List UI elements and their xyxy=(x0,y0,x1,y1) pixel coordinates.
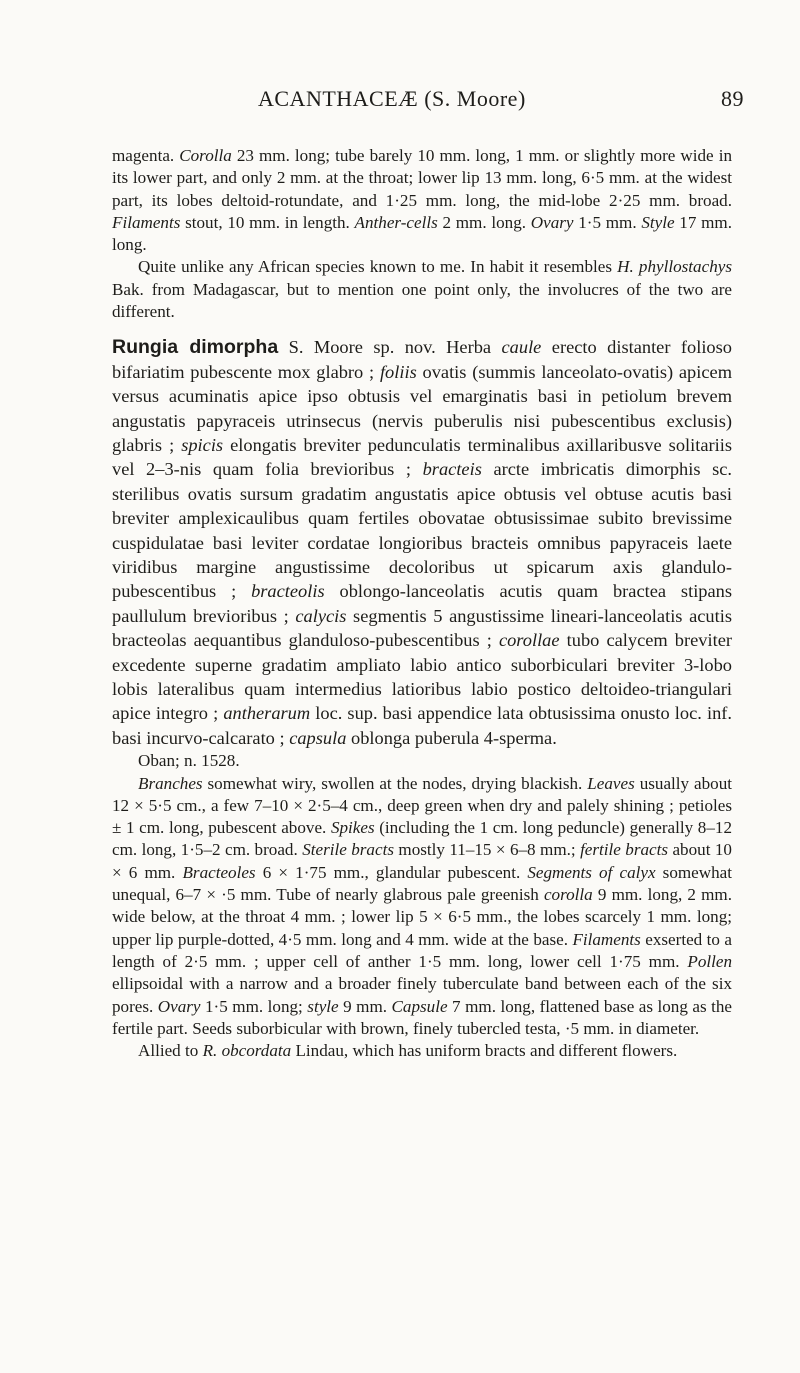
page-number: 89 xyxy=(721,86,744,111)
paragraph-affinity-note: Quite unlike any African species known to me. In habit it resembles H. phyllostachys Bak. from Madagascar, but to mention one point only, the involucres of the two are different. xyxy=(112,257,732,322)
page-header xyxy=(0,86,800,116)
locality-line: Oban; n. 1528. xyxy=(138,751,240,771)
running-head: ACANTHACEÆ (S. Moore) xyxy=(258,86,526,111)
species-entry: Rungia dimorpha S. Moore sp. nov. Herba caule erecto distanter folioso bifariatim pubescente mox glabro ; foliis ovatis (summis lanceolato-ovatis) apicem versus acuminatis apice ipso obtusis vel emarginatis basi in petiolum brevem angustatis papyraceis utrinsecus (nervis puberulis nisi pubescentibus exclusis) glabris ; spicis elongatis breviter pedunculatis terminalibus axillaribusve solitariis vel 2–3-nis quam folia brevioribus ; bracteis arcte imbricatis dimorphis sc. sterilibus ovatis sursum gradatim angustatis apice obtusis vel obtuse acutis basi breviter amplexicaulibus quam fertiles obovatae obtusissimae subito brevissime cuspidulatae basi leviter cordatae longioribus bracteis omnibus papyraceis laete viridibus margine angustissime decoloribus ut spicarum axis glandulo-pubescentibus ; bracteolis oblongo-lanceolatis acutis quam bractea stipans paullulum brevioribus ; calycis segmentis 5 angustissime lineari-lanceolatis acutis bracteolas aequantibus glanduloso-pubescentibus ; corollae tubo calycem breviter excedente superne gradatim ampliato labio antico suborbiculari breviter 3-lobo lobis lateralibus quam intermedius latioribus labio postico deltoideo-triangulari apice integro ; antherarum loc. sup. basi appendice lata obtusissima onusto loc. inf. basi incurvo-calcarato ; capsula oblonga puberula 4-sperma. xyxy=(112,336,733,748)
paragraph-corolla-description: magenta. Corolla 23 mm. long; tube barely 10 mm. long, 1 mm. or slightly more wide in its lower part, and only 2 mm. at the throat; lower lip 13 mm. long, 6·5 mm. at the widest part, its lobes deltoid-rotundate, and 1·25 mm. long, the mid-lobe 2·25 mm. broad. Filaments stout, 10 mm. in length. Anther-cells 2 mm. long. Ovary 1·5 mm. Style 17 mm. long. xyxy=(112,146,733,255)
paragraph-english-description: Branches somewhat wiry, swollen at the nodes, drying blackish. Leaves usually about 12 × 5·5 cm., a few 7–10 × 2·5–4 cm., deep green when dry and palely shining ; petioles ± 1 cm. long, pubescent above. Spikes (including the 1 cm. long peduncle) generally 8–12 cm. long, 1·5–2 cm. broad. Sterile bracts mostly 11–15 × 6–8 mm.; fertile bracts about 10 × 6 mm. Bracteoles 6 × 1·75 mm., glandular pubescent. Segments of calyx somewhat unequal, 6–7 × ·5 mm. Tube of nearly glabrous pale greenish corolla 9 mm. long, 2 mm. wide below, at the throat 4 mm. ; lower lip 5 × 6·5 mm., the lobes scarcely 1 mm. long; upper lip purple-dotted, 4·5 mm. long and 4 mm. wide at the base. Filaments exserted to a length of 2·5 mm. ; upper cell of anther 1·5 mm. long, lower cell 1·75 mm. Pollen ellipsoidal with a narrow and a broader finely tuberculate band between each of the six pores. Ovary 1·5 mm. long; style 9 mm. Capsule 7 mm. long, flattened base as long as the fertile part. Seeds suborbicular with brown, finely tubercled testa, ·5 mm. in diameter. xyxy=(112,773,733,1038)
species-name: Rungia dimorpha xyxy=(112,336,279,359)
body-text xyxy=(112,145,732,1062)
paragraph-allied-note: Allied to R. obcordata Lindau, which has uniform bracts and different flowers. xyxy=(138,1041,678,1061)
